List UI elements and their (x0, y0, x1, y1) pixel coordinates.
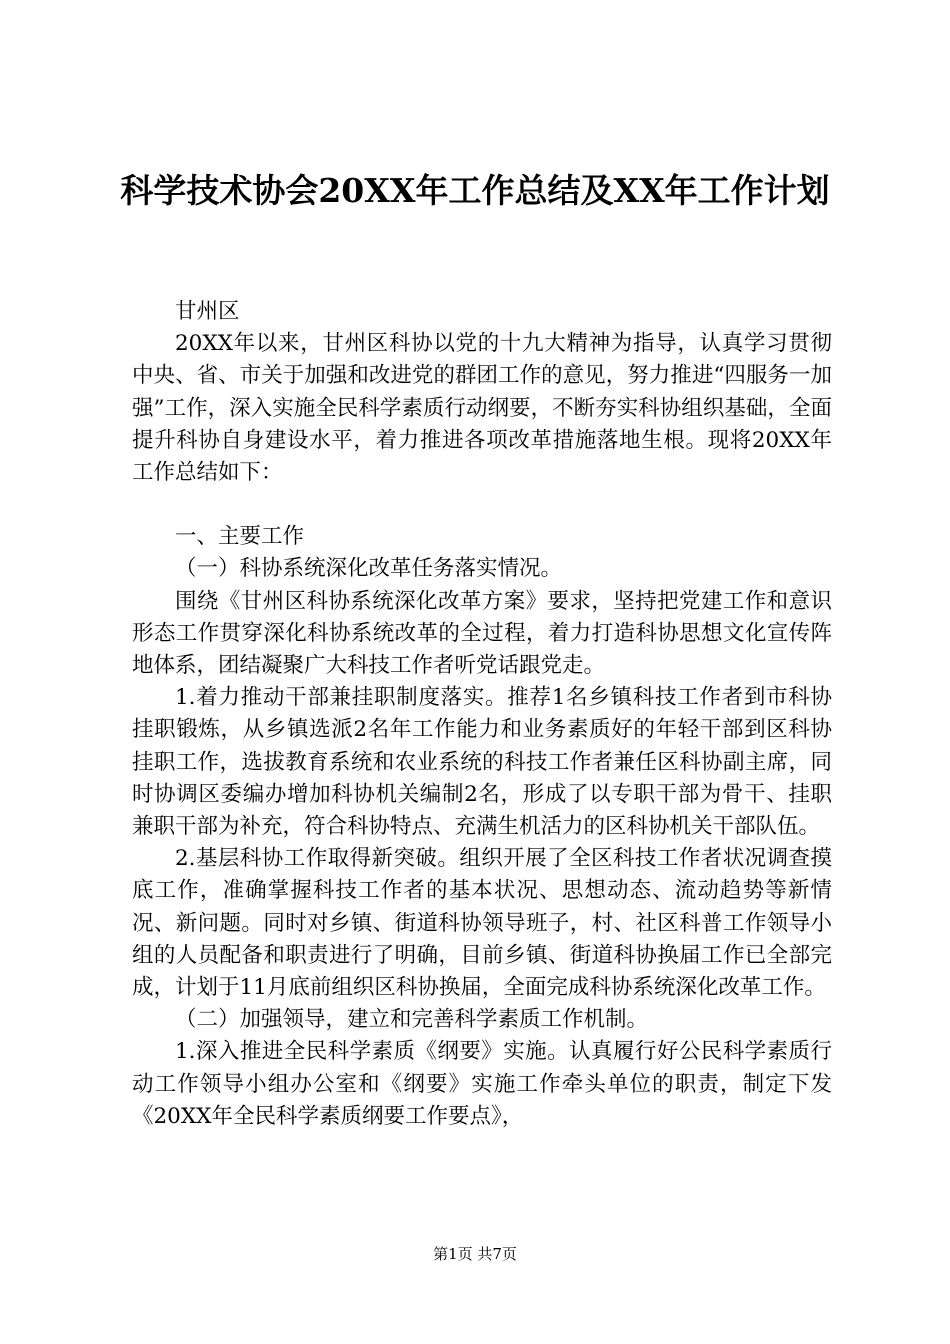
document-body (132, 296, 832, 1133)
page-number: 第1页 共7页 (433, 1245, 517, 1263)
subheading-reform: （一）科协系统深化改革任务落实情况。 (175, 556, 563, 582)
paragraph-item-1: 1.着力推动干部兼挂职制度落实。推荐1名乡镇科技工作者到市科协挂职锻炼，从乡镇选派2名年工作能力和业务素质好的年轻干部到区科协挂职工作，选拔教育系统和农业系统的科技工作者兼任区科协副主席，同时协调区委编办增加科协机关编制2名，形成了以专职干部为骨干、挂职兼职干部为补充，符合科协特点、充满生机活力的区科协机关干部队伍。 (132, 685, 832, 840)
paragraph-item-3: 1.深入推进全民科学素质《纲要》实施。认真履行好公民科学素质行动工作领导小组办公室和《纲要》实施工作牵头单位的职责，制定下发《20XX年全民科学素质纲要工作要点》， (132, 1039, 832, 1129)
heading-main-work: 一、主要工作 (175, 524, 305, 550)
subheading-leadership: （二）加强领导，建立和完善科学素质工作机制。 (175, 1007, 649, 1033)
paragraph-intro: 20XX年以来，甘州区科协以党的十九大精神为指导，认真学习贯彻中央、省、市关于加强和改进党的群团工作的意见，努力推进“四服务一加强”工作，深入实施全民科学素质行动纲要，不断夯实科协组织基础，全面提升科协自身建设水平，着力推进各项改革措施落地生根。现将20XX年工作总结如下： (132, 331, 832, 486)
paragraph-item-2: 2.基层科协工作取得新突破。组织开展了全区科技工作者状况调查摸底工作，准确掌握科技工作者的基本状况、思想动态、流动趋势等新情况、新问题。同时对乡镇、街道科协领导班子，村、社区科普工作领导小组的人员配备和职责进行了明确，目前乡镇、街道科协换届工作已全部完成，计划于11月底前组织区科协换届，全面完成科协系统深化改革工作。 (132, 846, 832, 1001)
paragraph-reform-plan: 围绕《甘州区科协系统深化改革方案》要求，坚持把党建工作和意识形态工作贯穿深化科协系统改革的全过程，着力打造科协思想文化宣传阵地体系，团结凝聚广大科技工作者听党话跟党走。 (132, 588, 832, 679)
document-title: 科学技术协会20XX年工作总结及XX年工作计划 (120, 171, 830, 210)
paragraph-author: 甘州区 (175, 299, 240, 324)
